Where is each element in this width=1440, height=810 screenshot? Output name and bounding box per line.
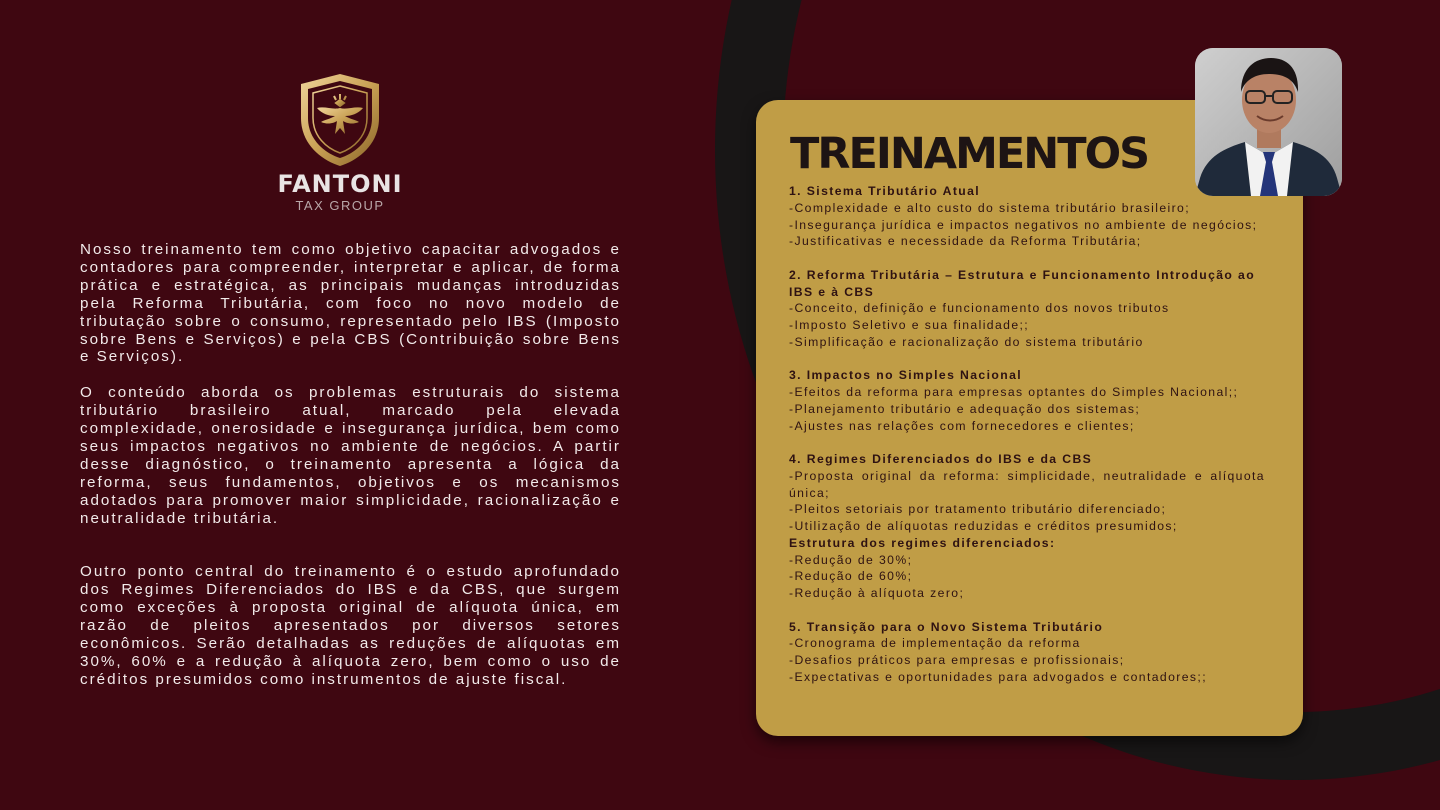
topic-item: -Utilização de alíquotas reduzidas e créditos presumidos; — [789, 519, 1178, 533]
topic-item: -Redução de 30%; — [789, 552, 913, 567]
intro-paragraph: Outro ponto central do treinamento é o estudo aprofundado dos Regimes Diferenciados do IBS e da CBS, que surgem como exceções à proposta original de alíquota única, em razão de pleitos apresentados por diversos setores econômicos. Serão detalhadas as reduções de alíquotas em 30%, 60% e a redução à alíquota zero, bem como o uso de créditos presumidos como instrumentos de ajuste fiscal. — [80, 563, 621, 688]
presenter-portrait-icon — [1195, 48, 1342, 196]
topic-item: -Desafios práticos para empresas e profissionais; — [789, 653, 1125, 667]
topic-5 — [789, 619, 1265, 686]
topic-1 — [789, 183, 1265, 250]
brand-tagline: TAX GROUP — [295, 198, 385, 213]
topic-title: 4. Regimes Diferenciados do IBS e da CBS — [789, 452, 1093, 466]
topic-title: 1. Sistema Tributário Atual — [789, 184, 981, 198]
topic-title: 3. Impactos no Simples Nacional — [789, 368, 1023, 383]
topic-item: -Redução à alíquota zero; — [789, 586, 965, 600]
topic-title: 2. Reforma Tributária – Estrutura e Funcionamento Introdução ao IBS e à CBS — [789, 267, 1256, 299]
topic-list — [789, 183, 1265, 686]
brand-name: FANTONI — [277, 170, 403, 198]
topic-item: -Imposto Seletivo e sua finalidade;; — [789, 318, 1030, 332]
topic-item: -Complexidade e alto custo do sistema tributário brasileiro; — [789, 200, 1191, 215]
card-title: TREINAMENTOS — [790, 129, 1149, 179]
eagle-shield-icon — [297, 72, 383, 168]
brand-logo — [258, 72, 422, 214]
topic-item: -Justificativas e necessidade da Reforma Tributária; — [789, 234, 1142, 249]
presenter-photo — [1195, 48, 1342, 196]
topic-3 — [789, 367, 1265, 434]
topic-item: -Insegurança jurídica e impactos negativos no ambiente de negócios; — [789, 217, 1258, 232]
topic-title: 5. Transição para o Novo Sistema Tributário — [789, 619, 1104, 634]
topic-item: -Redução de 60%; — [789, 569, 913, 584]
topic-4 — [789, 451, 1265, 602]
topic-item: -Simplificação e racionalização do sistema tributário — [789, 334, 1144, 349]
topic-item: -Cronograma de implementação da reforma — [789, 636, 1081, 651]
topic-item: -Ajustes nas relações com fornecedores e clientes; — [789, 418, 1135, 433]
intro-paragraph: Nosso treinamento tem como objetivo capacitar advogados e contadores para compreender, interpretar e aplicar, de forma prática e estratégica, as principais mudanças introduzidas pela Reforma Tributária, com foco no novo modelo de tributação sobre o consumo, representado pelo IBS (Imposto sobre Bens e Serviços) e pela CBS (Contribuição sobre Bens e Serviços). — [80, 241, 621, 366]
topic-item: -Efeitos da reforma para empresas optantes do Simples Nacional;; — [789, 385, 1239, 399]
topic-2 — [789, 267, 1265, 351]
intro-paragraph: O conteúdo aborda os problemas estruturais do sistema tributário brasileiro atual, marcado pela elevada complexidade, onerosidade e insegurança jurídica, bem como seus impactos negativos no ambiente de negócios. A partir desse diagnóstico, o treinamento apresenta a lógica da reforma, seus fundamentos, objetivos e os mecanismos adotados para promover maior simplicidade, racionalização e neutralidade tributária. — [80, 384, 621, 527]
intro-text — [80, 241, 621, 689]
topic-item: -Planejamento tributário e adequação dos sistemas; — [789, 401, 1141, 416]
topic-item: -Proposta original da reforma: simplicidade, neutralidade e alíquota única; — [789, 468, 1265, 500]
topic-subtitle: Estrutura dos regimes diferenciados: — [789, 535, 1056, 550]
topic-item: -Conceito, definição e funcionamento dos novos tributos — [789, 301, 1170, 316]
topic-item: -Pleitos setoriais por tratamento tributário diferenciado; — [789, 502, 1167, 517]
topic-item: -Expectativas e oportunidades para advogados e contadores;; — [789, 669, 1207, 684]
